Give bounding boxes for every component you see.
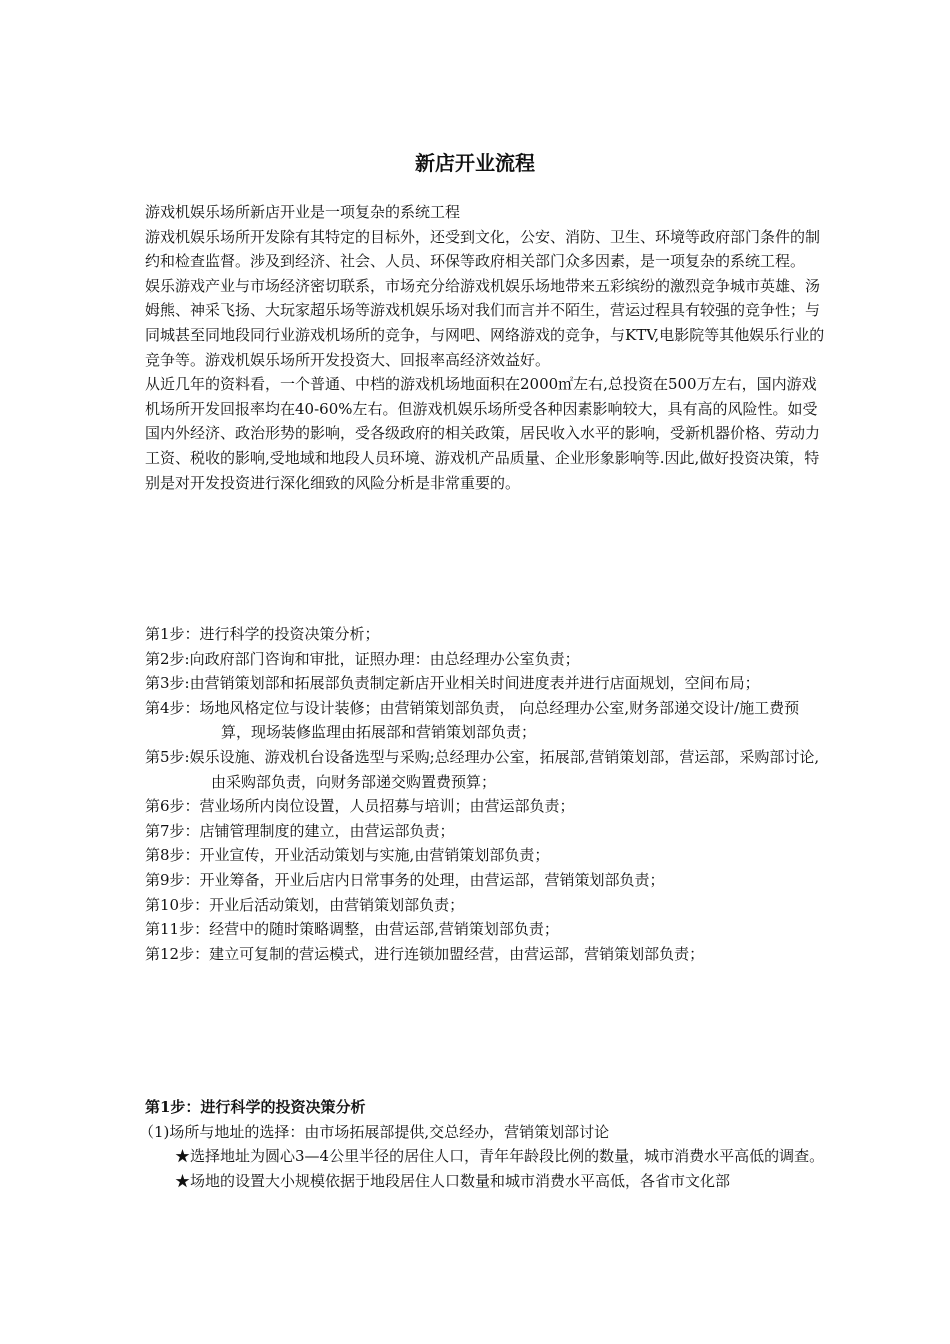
step-item: 第4步：场地风格定位与设计装修；由营销策划部负责， 向总经理办公室,财务部递交设计/施工费预算，现场装修监理由拓展部和营销策划部负责； [145,698,800,742]
step-item: 第3步:由营销策划部和拓展部负责制定新店开业相关时间进度表并进行店面规划，空间布局； [145,674,760,693]
step-item: 第12步：建立可复制的营运模式，进行连锁加盟经营，由营运部，营销策划部负责； [145,944,705,963]
step-item: 第5步:娱乐设施、游戏机台设备选型与采购;总经理办公室，拓展部,营销策划部，营运部，采购部讨论,由采购部负责，向财务部递交购置费预算； [145,747,820,791]
section-heading: 第1步：进行科学的投资决策分析 [145,1098,366,1116]
intro-paragraph: 游戏机娱乐场所新店开业是一项复杂的系统工程 [145,203,461,221]
step-item: 第6步：营业场所内岗位设置，人员招募与培训；由营运部负责； [145,797,575,816]
step-item: 第7步：店铺管理制度的建立，由营运部负责； [145,821,455,840]
intro-paragraph: 从近几年的资料看，一个普通、中档的游戏机场地面积在2000㎡左右,总投资在500万左右，国内游戏机场所开发回报率均在40-60%左右。但游戏机娱乐场所受各种因素影响较大，具有高的风险性。如受国内外经济、政治形势的影响，受各级政府的相关政策，居民收入水平的影响，受新机器价格、劳动力工资、税收的影响,受地域和地段人员环境、游戏机产品质量、企业形象影响等.因此,做好投资决策，特别是对开发投资进行深化细致的风险分析是非常重要的。 [145,375,821,492]
detail-paragraph: ★选择地址为圆心3—4公里半径的居住人口，青年年龄段比例的数量，城市消费水平高低的调查。 [175,1147,825,1166]
step-detail-section [139,1095,825,1193]
step-item: 第2步:向政府部门咨询和审批，证照办理：由总经理办公室负责； [145,649,580,668]
subsection-heading: （1)场所与地址的选择：由市场拓展部提供,交总经办，营销策划部讨论 [139,1122,610,1141]
intro-section [145,200,825,495]
step-item: 第11步：经营中的随时策略调整，由营运部,营销策划部负责； [145,920,559,939]
intro-paragraph: 游戏机娱乐场所开发除有其特定的目标外，还受到文化，公安、消防、卫生、环境等政府部门条件的制约和检查监督。涉及到经济、社会、人员、环保等政府相关部门众多因素，是一项复杂的系统工程。 [145,227,821,271]
step-item: 第1步：进行科学的投资决策分析； [145,625,380,643]
step-item: 第10步：开业后活动策划，由营销策划部负责； [145,895,465,914]
step-item: 第9步：开业筹备，开业后店内日常事务的处理，由营运部，营销策划部负责； [145,870,665,889]
step-item: 第8步：开业宣传，开业活动策划与实施,由营销策划部负责； [145,846,550,865]
document-title: 新店开业流程 [415,151,535,175]
detail-paragraph: ★场地的设置大小规模依据于地段居住人口数量和城市消费水平高低，各省市文化部 [175,1171,731,1190]
step-list [145,622,825,966]
intro-paragraph: 娱乐游戏产业与市场经济密切联系，市场充分给游戏机娱乐场地带来五彩缤纷的激烈竞争城市英雄、汤姆熊、神采飞扬、大玩家超乐场等游戏机娱乐场对我们而言并不陌生，营运过程具有较强的竞争性；与同城甚至同地段同行业游戏机场所的竞争，与网吧、网络游戏的竞争，与KTV,电影院等其他娱乐行业的竞争等。游戏机娱乐场所开发投资大、回报率高经济效益好。 [145,276,825,369]
